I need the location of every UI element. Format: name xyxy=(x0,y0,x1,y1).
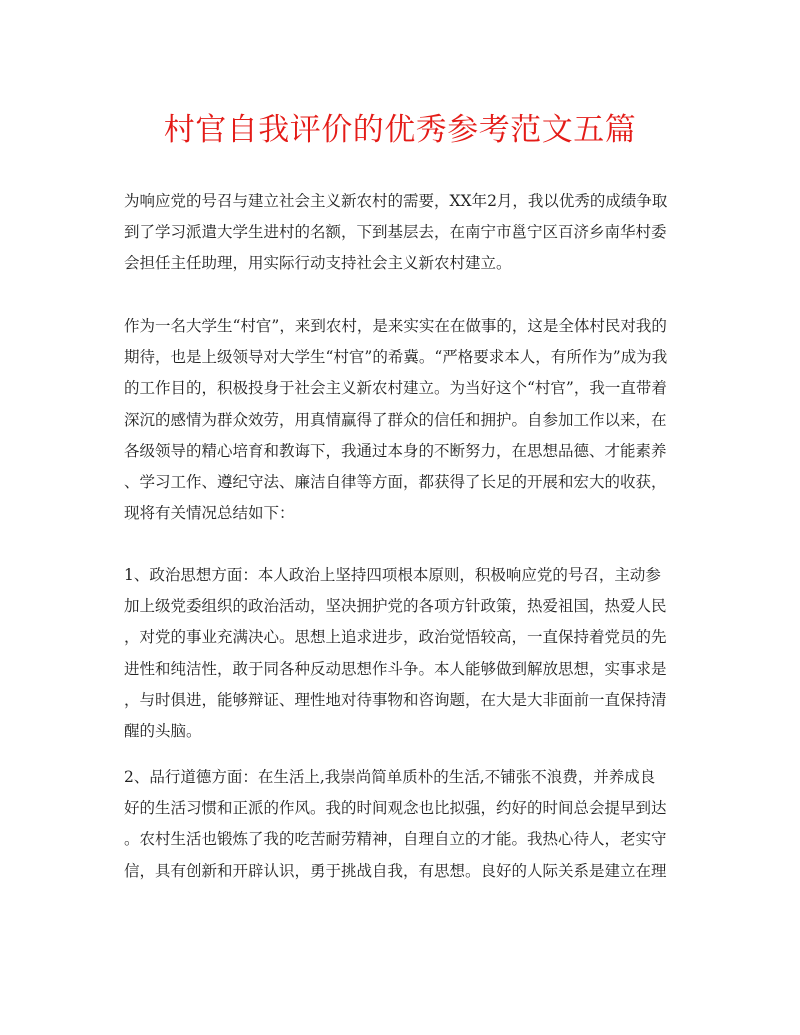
paragraph-role: 作为一名大学生“村官”，来到农村，是来实实在在做事的，这是全体村民对我的 期待，也是上级领导对大学生“村官”的希冀。“严格要求本人，有所作为”成为我 的工作目的，积极投身于社会主义新农村建立。为当好这个“村官”，我一直带着 深沉的感情为群众效劳，用真情赢得了群众的信任和拥护。自参加工作以来，在 各级领导的精心培育和教诲下，我通过本身的不断努力，在思想品德、才能素养 、学习工作、遵纪守法、廉洁自律等方面，都获得了长足的开展和宏大的收获， 现将有关情况总结如下： xyxy=(124,317,668,523)
paragraph-moral-conduct: 2、品行道德方面：在生活上,我崇尚简单质朴的生活,不铺张不浪费，并养成良 好的生活习惯和正派的作风。我的时间观念也比拟强，约好的时间总会提早到达 。农村生活也锻炼了我的吃苦耐劳精神，自理自立的才能。我热心待人，老实守 信，具有创新和开辟认识，勇于挑战自我，有思想。良好的人际关系是建立在理 xyxy=(124,768,667,880)
paragraph-intro: 为响应党的号召与建立社会主义新农村的需要，XX年2月，我以优秀的成绩争取 到了学习派遣大学生进村的名额，下到基层去，在南宁市邕宁区百济乡南华村委 会担任主任助理，用实际行动支持社会主义新农村建立。 xyxy=(124,192,668,273)
paragraph-political-thought: 1、政治思想方面：本人政治上坚持四项根本原则，积极响应党的号召，主动参 加上级党委组织的政治活动，坚决拥护党的各项方针政策，热爱祖国，热爱人民 ，对党的事业充满决心。思想上追求进步，政治觉悟较高，一直保持着党员的先 进性和纯洁性，敢于同各种反动思想作斗争。本人能够做到解放思想，实事求是 ，与时俱进，能够辩证、理性地对待事物和咨询题，在大是大非面前一直保持清 醒的头脑。 xyxy=(124,566,667,741)
document-title: 村官自我评价的优秀参考范文五篇 xyxy=(163,112,637,148)
